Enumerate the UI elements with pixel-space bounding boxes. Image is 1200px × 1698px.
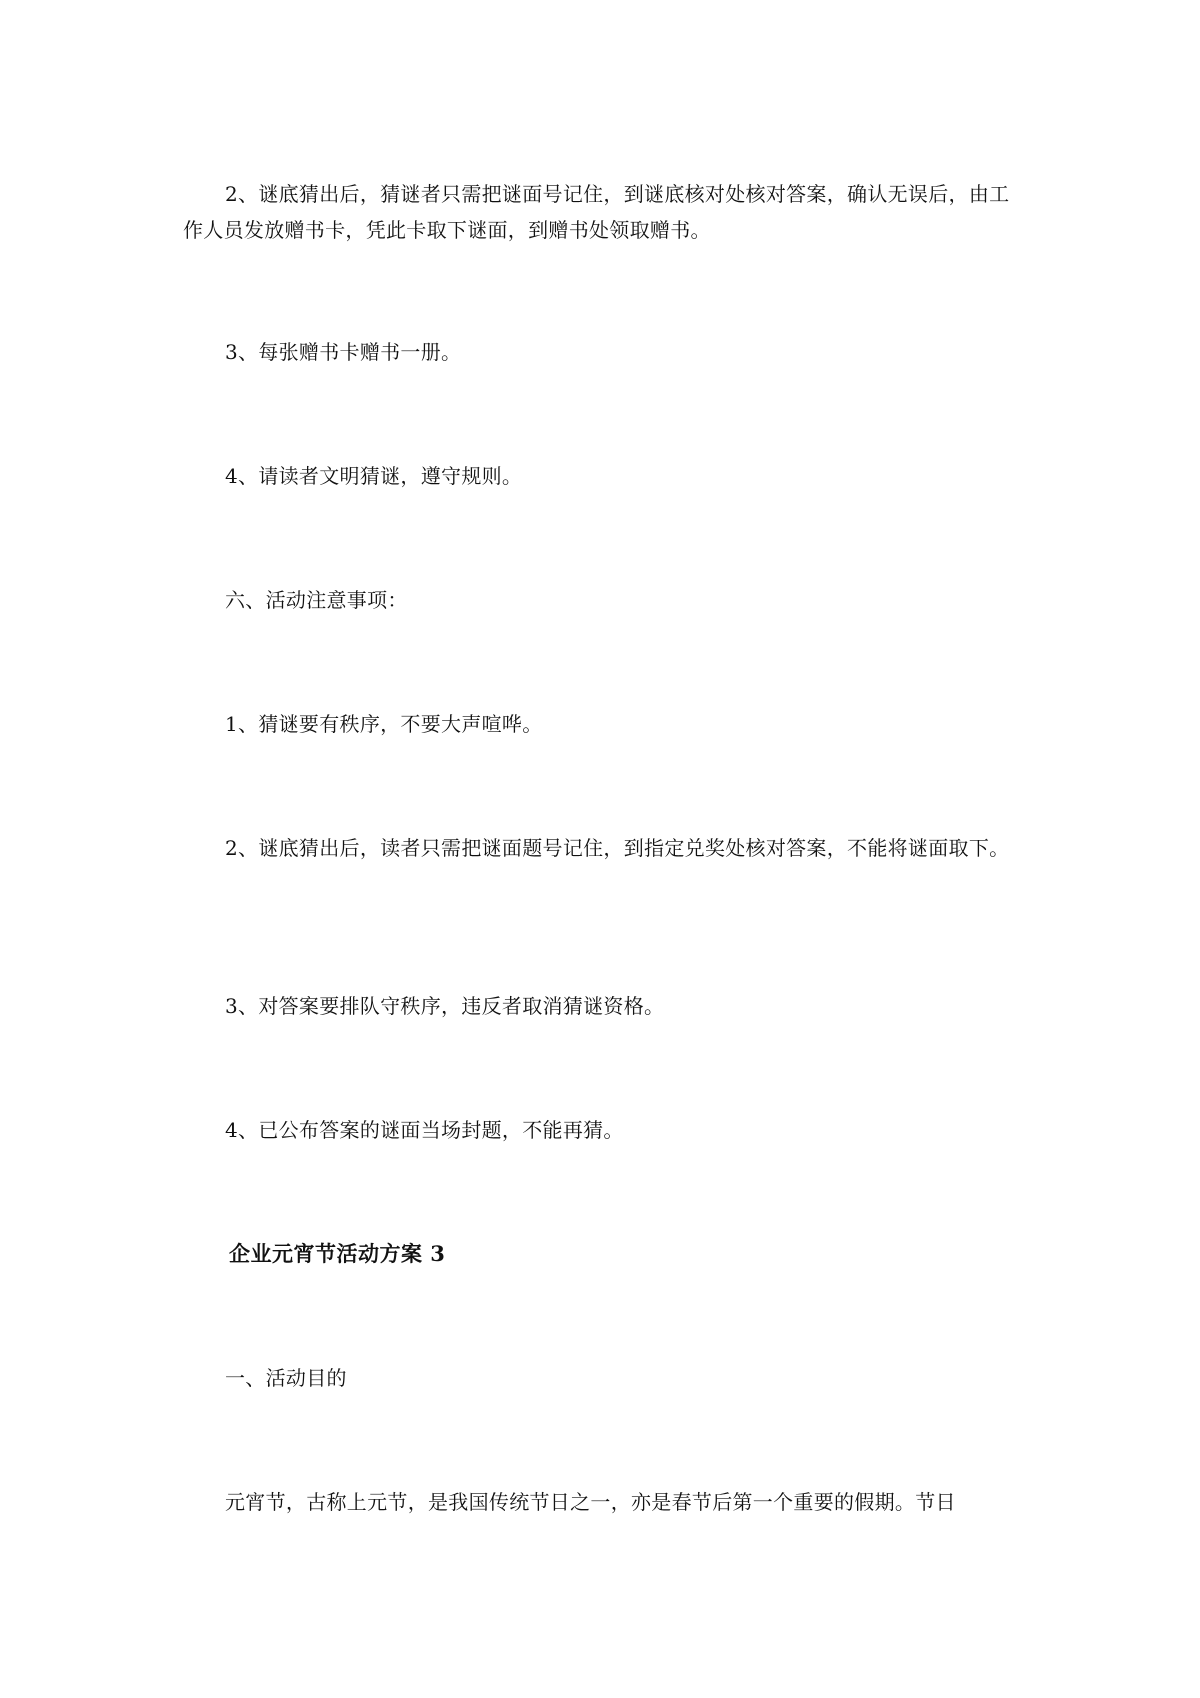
- paragraph-rule-4: 4、请读者文明猜谜，遵守规则。: [225, 464, 523, 488]
- paragraph-note-4: 4、已公布答案的谜面当场封题，不能再猜。: [225, 1118, 624, 1142]
- paragraph-note-2: 2、谜底猜出后，读者只需把谜面题号记住，到指定兑奖处核对答案，不能将谜面取下。: [225, 836, 1010, 860]
- paragraph-note-1: 1、猜谜要有秩序，不要大声喧哗。: [225, 712, 543, 736]
- paragraph-note-3: 3、对答案要排队守秩序，违反者取消猜谜资格。: [225, 994, 665, 1018]
- paragraph-rule-3: 3、每张赠书卡赠书一册。: [225, 340, 462, 364]
- paragraph-lantern-festival-intro: 元宵节，古称上元节，是我国传统节日之一，亦是春节后第一个重要的假期。节日: [225, 1490, 956, 1514]
- paragraph-rule-2: 2、谜底猜出后，猜谜者只需把谜面号记住，到谜底核对处核对答案，确认无误后，由工作人员发放赠书卡，凭此卡取下谜面，到赠书处领取赠书。: [183, 182, 1010, 242]
- paragraph-section-six: 六、活动注意事项：: [225, 588, 408, 612]
- section-title: 企业元宵节活动方案 3: [229, 1241, 446, 1266]
- paragraph-activity-purpose: 一、活动目的: [225, 1366, 347, 1390]
